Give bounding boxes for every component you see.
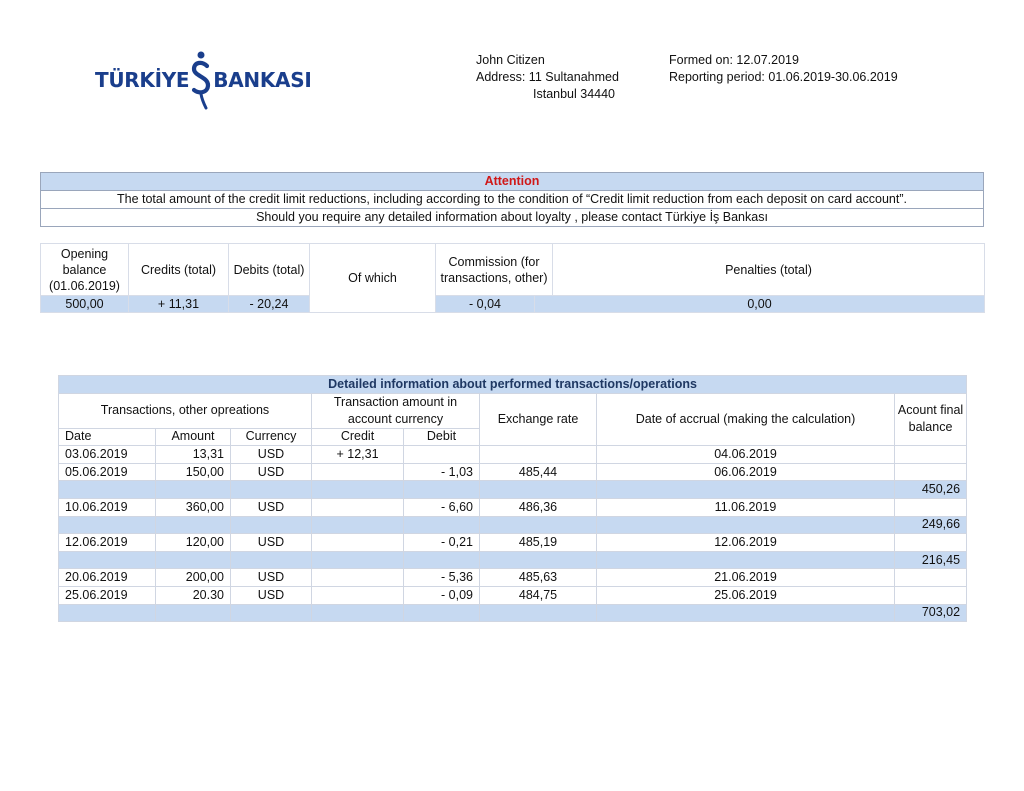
reporting-period: Reporting period: 01.06.2019-30.06.2019 [669, 70, 898, 84]
transactions-caption: Detailed information about performed transactions/operations [59, 376, 967, 394]
table-row [59, 586, 967, 604]
opening-balance-header: Opening balance (01.06.2019) [41, 244, 129, 296]
row-accrual-date [597, 551, 895, 569]
exchange-rate-header: Exchange rate [480, 393, 597, 446]
row-currency: USD [231, 446, 312, 464]
row-currency: USD [231, 534, 312, 552]
row-credit [312, 551, 404, 569]
commission-header: Commission (for transactions, other) [436, 244, 553, 296]
commission-value: - 0,04 [436, 296, 535, 313]
row-debit: - 6,60 [404, 498, 480, 516]
accrual-date-header: Date of accrual (making the calculation) [597, 393, 895, 446]
debits-header: Debits (total) [229, 244, 310, 296]
bank-logo [95, 50, 311, 110]
row-balance [895, 586, 967, 604]
logo-text-right: BANKASI [213, 68, 312, 92]
transaction-amount-header: Transaction amount in account currency [312, 393, 480, 428]
row-exchange-rate: 485,63 [480, 569, 597, 587]
row-balance [895, 569, 967, 587]
date-header: Date [59, 428, 156, 446]
row-exchange-rate: 486,36 [480, 498, 597, 516]
row-exchange-rate [480, 551, 597, 569]
row-currency: USD [231, 498, 312, 516]
attention-line-2: Should you require any detailed information about loyalty , please contact Türkiye İş Bankası [41, 209, 984, 227]
row-date: 03.06.2019 [59, 446, 156, 464]
customer-address-line2: Istanbul 34440 [533, 87, 616, 101]
attention-title: Attention [41, 173, 984, 191]
of-which-header: Of which [310, 244, 436, 313]
row-date: 10.06.2019 [59, 498, 156, 516]
row-amount: 150,00 [156, 463, 231, 481]
row-credit [312, 534, 404, 552]
row-exchange-rate: 485,19 [480, 534, 597, 552]
row-accrual-date: 25.06.2019 [597, 586, 895, 604]
row-date: 20.06.2019 [59, 569, 156, 587]
transactions-header: Transactions, other opreations [59, 393, 312, 428]
row-amount [156, 604, 231, 622]
balance-row [59, 551, 967, 569]
row-amount: 360,00 [156, 498, 231, 516]
row-date [59, 604, 156, 622]
row-credit [312, 586, 404, 604]
row-accrual-date [597, 516, 895, 534]
balance-row [59, 516, 967, 534]
bank-s-mark-icon [190, 50, 212, 110]
row-date [59, 551, 156, 569]
row-amount: 120,00 [156, 534, 231, 552]
customer-name: John Citizen [476, 53, 545, 67]
credits-header: Credits (total) [129, 244, 229, 296]
row-amount: 20.30 [156, 586, 231, 604]
customer-info [476, 52, 619, 103]
row-accrual-date: 06.06.2019 [597, 463, 895, 481]
penalties-value: 0,00 [535, 296, 985, 313]
row-amount [156, 481, 231, 499]
summary-table [40, 243, 985, 313]
credit-header: Credit [312, 428, 404, 446]
row-currency [231, 604, 312, 622]
row-amount [156, 516, 231, 534]
row-debit [404, 446, 480, 464]
row-credit [312, 463, 404, 481]
report-info [669, 52, 898, 86]
row-balance: 450,26 [895, 481, 967, 499]
row-credit [312, 604, 404, 622]
row-accrual-date: 21.06.2019 [597, 569, 895, 587]
table-row [59, 446, 967, 464]
row-debit [404, 516, 480, 534]
row-exchange-rate: 484,75 [480, 586, 597, 604]
row-debit [404, 604, 480, 622]
logo-text-left: TÜRKİYE [95, 68, 190, 92]
table-row [59, 569, 967, 587]
row-accrual-date: 04.06.2019 [597, 446, 895, 464]
row-credit [312, 481, 404, 499]
row-currency: USD [231, 569, 312, 587]
row-credit: + 12,31 [312, 446, 404, 464]
row-date: 12.06.2019 [59, 534, 156, 552]
table-row [59, 498, 967, 516]
row-debit [404, 481, 480, 499]
row-accrual-date [597, 481, 895, 499]
attention-table [40, 172, 984, 227]
currency-header: Currency [231, 428, 312, 446]
row-debit: - 0,09 [404, 586, 480, 604]
row-date: 05.06.2019 [59, 463, 156, 481]
balance-row [59, 481, 967, 499]
penalties-header: Penalties (total) [553, 244, 985, 296]
row-debit: - 0,21 [404, 534, 480, 552]
table-row [59, 463, 967, 481]
row-currency [231, 481, 312, 499]
amount-header: Amount [156, 428, 231, 446]
row-balance [895, 498, 967, 516]
formed-on: Formed on: 12.07.2019 [669, 53, 799, 67]
row-amount: 13,31 [156, 446, 231, 464]
row-balance: 249,66 [895, 516, 967, 534]
transactions-table [58, 375, 967, 622]
row-balance [895, 534, 967, 552]
row-credit [312, 516, 404, 534]
row-balance: 216,45 [895, 551, 967, 569]
balance-row [59, 604, 967, 622]
row-credit [312, 569, 404, 587]
attention-line-1: The total amount of the credit limit reductions, including according to the condition of “Credit limit reduction from each deposit on card account”. [41, 191, 984, 209]
row-currency [231, 551, 312, 569]
row-balance [895, 463, 967, 481]
row-exchange-rate [480, 516, 597, 534]
row-date: 25.06.2019 [59, 586, 156, 604]
row-currency: USD [231, 586, 312, 604]
row-currency: USD [231, 463, 312, 481]
row-exchange-rate [480, 446, 597, 464]
final-balance-header: Acount final balance [895, 393, 967, 446]
row-debit: - 1,03 [404, 463, 480, 481]
row-accrual-date: 12.06.2019 [597, 534, 895, 552]
row-exchange-rate [480, 604, 597, 622]
credits-value: + 11,31 [129, 296, 229, 313]
row-amount [156, 551, 231, 569]
row-balance [895, 446, 967, 464]
debit-header: Debit [404, 428, 480, 446]
row-debit [404, 551, 480, 569]
row-amount: 200,00 [156, 569, 231, 587]
row-accrual-date [597, 604, 895, 622]
debits-value: - 20,24 [229, 296, 310, 313]
row-exchange-rate: 485,44 [480, 463, 597, 481]
row-exchange-rate [480, 481, 597, 499]
row-credit [312, 498, 404, 516]
row-currency [231, 516, 312, 534]
row-date [59, 481, 156, 499]
customer-address-line1: Address: 11 Sultanahmed [476, 70, 619, 84]
row-accrual-date: 11.06.2019 [597, 498, 895, 516]
row-debit: - 5,36 [404, 569, 480, 587]
row-balance: 703,02 [895, 604, 967, 622]
table-row [59, 534, 967, 552]
opening-balance-value: 500,00 [41, 296, 129, 313]
row-date [59, 516, 156, 534]
